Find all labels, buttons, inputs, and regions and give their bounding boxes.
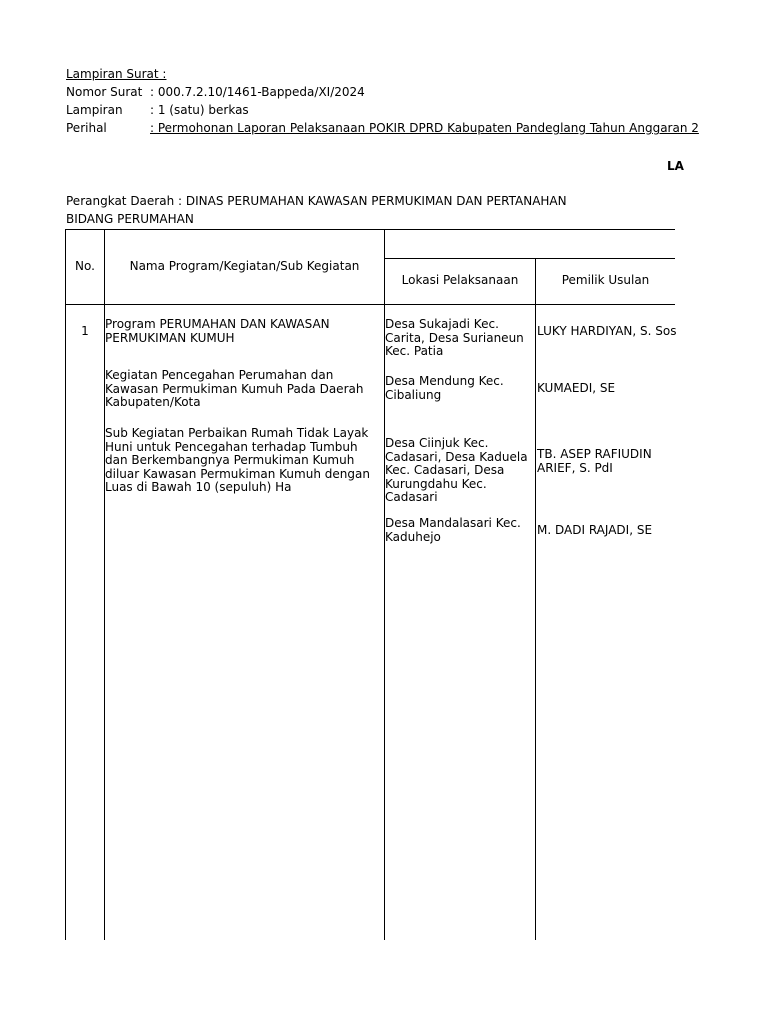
- perangkat-daerah: Perangkat Daerah : DINAS PERUMAHAN KAWASAN PERMUKIMAN DAN PERTANAHAN: [66, 194, 567, 208]
- col-header-no: No.: [75, 259, 95, 273]
- pemilik-item: M. DADI RAJADI, SE: [537, 523, 653, 537]
- nomor-label: Nomor Surat: [66, 85, 143, 99]
- perihal-value: : Permohonan Laporan Pelaksanaan POKIR DPRD Kabupaten Pandeglang Tahun Anggaran 2: [150, 121, 699, 135]
- pemilik-item: KUMAEDI, SE: [537, 381, 616, 395]
- lampiran-label: Lampiran: [66, 103, 123, 117]
- table-top-border: [65, 229, 675, 230]
- subheader-border: [384, 258, 675, 259]
- bidang: BIDANG PERUMAHAN: [66, 212, 194, 226]
- col-header-lokasi: Lokasi Pelaksanaan: [401, 273, 519, 287]
- pemilik-item: TB. ASEP RAFIUDIN ARIEF, S. PdI: [537, 447, 652, 475]
- lokasi-item: Desa Ciinjuk Kec. Cadasari, Desa Kaduela Kec. Cadasari, Desa Kurungdahu Kec. Cadasari: [385, 436, 528, 504]
- kegiatan-text: Kegiatan Pencegahan Perumahan dan Kawasan Permukiman Kumuh Pada Daerah Kabupaten/Kota: [105, 368, 364, 409]
- col-border-lokasi: [535, 258, 536, 940]
- nomor-value: : 000.7.2.10/1461-Bappeda/XI/2024: [150, 85, 365, 99]
- row-number: 1: [81, 324, 89, 338]
- lampiran-value: : 1 (satu) berkas: [150, 103, 249, 117]
- lampiran-surat-title: Lampiran Surat :: [66, 67, 167, 81]
- col-header-pemilik: Pemilik Usulan: [561, 273, 650, 287]
- lokasi-item: Desa Sukajadi Kec. Carita, Desa Surianeun Kec. Patia: [385, 317, 524, 358]
- sub-kegiatan-text: Sub Kegiatan Perbaikan Rumah Tidak Layak Huni untuk Pencegahan terhadap Tumbuh dan Berkembangnya Permukiman Kumuh diluar Kawasan Permukiman Kumuh dengan Luas di Bawah 10 (sepuluh) Ha: [105, 426, 370, 494]
- program-text: Program PERUMAHAN DAN KAWASAN PERMUKIMAN KUMUH: [105, 317, 330, 345]
- col-header-nama: Nama Program/Kegiatan/Sub Kegiatan: [129, 259, 360, 273]
- cut-heading: LA: [667, 159, 684, 173]
- header-bottom-border: [65, 304, 675, 305]
- lokasi-item: Desa Mandalasari Kec. Kaduhejo: [385, 516, 521, 544]
- perihal-label: Perihal: [66, 121, 107, 135]
- lokasi-item: Desa Mendung Kec. Cibaliung: [385, 374, 504, 402]
- pemilik-item: LUKY HARDIYAN, S. Sos: [537, 324, 677, 338]
